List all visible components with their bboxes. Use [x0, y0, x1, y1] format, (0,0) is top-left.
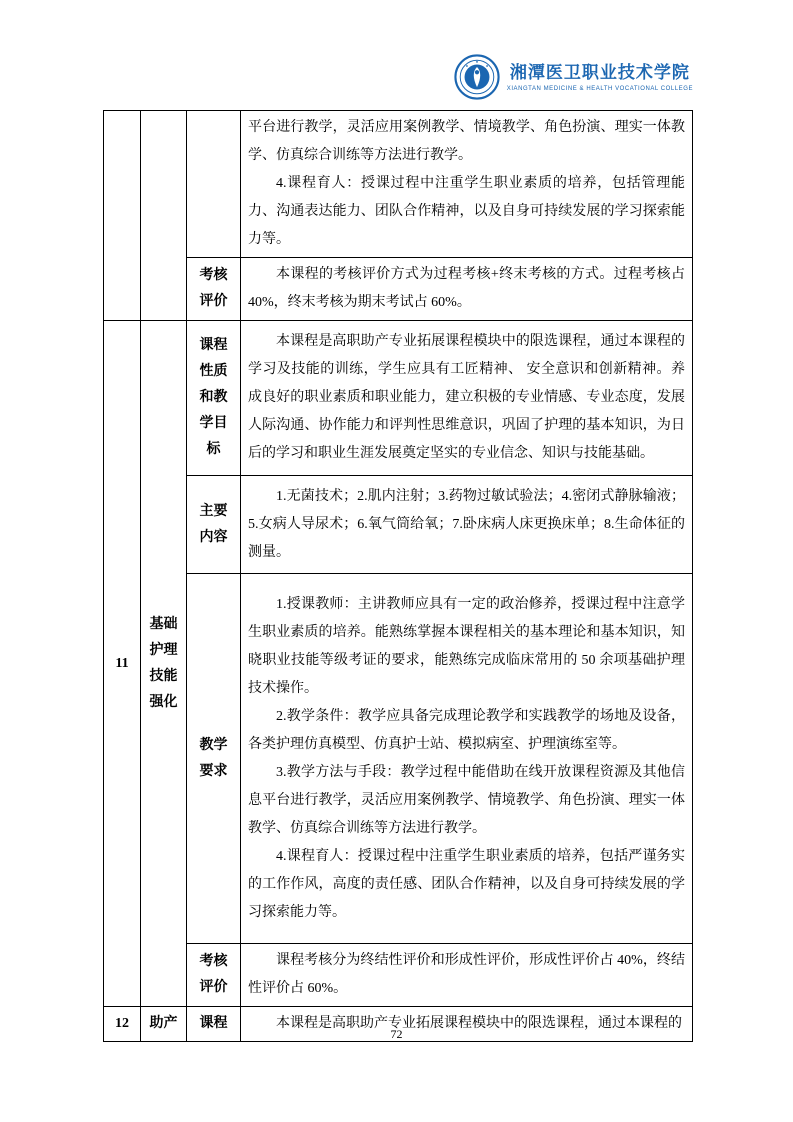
course-nature-label-cell: 课程性质和教学目标 [187, 321, 241, 476]
assessment-content-cell [241, 944, 693, 1007]
continued-course-number-cell [104, 111, 141, 321]
assessment-content-cell [241, 258, 693, 321]
assessment-label-cell: 考核评价 [187, 258, 241, 321]
main-content-label-cell: 主要内容 [187, 476, 241, 574]
course-syllabus-table [103, 110, 693, 1042]
table-row [104, 574, 693, 944]
paragraph: 4.课程育人：授课过程中注重学生职业素质的培养，包括管理能力、沟通表达能力、团队合作精神，以及自身可持续发展的学习探索能力等。 [248, 176, 685, 247]
paragraph: 本课程的考核评价方式为过程考核+终末考核的方式。过程考核占 40%，终末考核为期末考试占 60%。 [248, 267, 685, 310]
paragraph: 1.无菌技术；2.肌内注射；3.药物过敏试验法；4.密闭式静脉输液；5.女病人导尿术；6.氧气筒给氧；7.卧床病人床更换床单；8.生命体征的测量。 [248, 488, 685, 560]
college-emblem-icon [454, 54, 500, 100]
course-number-cell: 11 [104, 321, 141, 1007]
table-row [104, 258, 693, 321]
table-row [104, 476, 693, 574]
course-name-cell: 基础护理技能强化 [141, 321, 187, 1007]
course-nature-label-cell: 课程 [187, 1007, 241, 1042]
teaching-requirements-label-cell: 教学要求 [187, 574, 241, 944]
paragraph: 4.课程育人：授课过程中注重学生职业素质的培养，包括严谨务实的工作作风，高度的责任感、团队合作精神，以及自身可持续发展的学习探索能力等。 [248, 848, 685, 920]
continued-teaching-content-cell [241, 111, 693, 258]
continued-course-name-cell [141, 111, 187, 321]
paragraph: 2.教学条件：教学应具备完成理论教学和实践教学的场地及设备，各类护理仿真模型、仿真护士站、模拟病室、护理演练室等。 [248, 708, 685, 752]
table-row [104, 321, 693, 476]
paragraph: 本课程是高职助产专业拓展课程模块中的限选课程，通过本课程的学习及技能的训练，学生应具有工匠精神、 安全意识和创新精神。养成良好的职业素质和职业能力，建立积极的专业情感、专业态度，发展人际沟通、协作能力和评判性思维意识，巩固了护理的基本知识，为日后的学习和职业生涯发展奠定坚实的专业信念、知识与技能基础。 [248, 334, 685, 461]
college-logo [454, 54, 693, 100]
college-name-en: XIANGTAN MEDICINE & HEALTH VOCATIONAL COLLEGE [506, 85, 693, 92]
teaching-requirements-content-cell [241, 574, 693, 944]
college-name-block [507, 63, 693, 92]
college-name-cn: 湘潭医卫职业技术学院 [509, 62, 690, 82]
paragraph: 1.授课教师：主讲教师应具有一定的政治修养，授课过程中注意学生职业素质的培养。能熟练掌握本课程相关的基本理论和基本知识，知晓职业技能等级考证的要求，能熟练完成临床常用的 50 余项基础护理技术操作。 [248, 596, 685, 696]
paragraph: 平台进行教学，灵活应用案例教学、情境教学、角色扮演、理实一体教学、仿真综合训练等方法进行教学。 [248, 120, 685, 163]
main-content-cell [241, 476, 693, 574]
page-number: 72 [390, 1027, 403, 1041]
course-nature-content-cell [241, 321, 693, 476]
paragraph: 本课程是高职助产专业拓展课程模块中的限选课程，通过本课程的 [276, 1016, 682, 1031]
course-name-cell: 助产 [141, 1007, 187, 1042]
page-footer [0, 1027, 793, 1042]
table-row [104, 111, 693, 258]
continued-teaching-label-cell [187, 111, 241, 258]
assessment-label-cell: 考核评价 [187, 944, 241, 1007]
paragraph: 课程考核分为终结性评价和形成性评价，形成性评价占 40%，终结性评价占 60%。 [248, 953, 685, 996]
paragraph: 3.教学方法与手段：教学过程中能借助在线开放课程资源及其他信息平台进行教学，灵活应用案例教学、情境教学、角色扮演、理实一体教学、仿真综合训练等方法进行教学。 [248, 764, 685, 836]
course-number-cell: 12 [104, 1007, 141, 1042]
table-row [104, 944, 693, 1007]
